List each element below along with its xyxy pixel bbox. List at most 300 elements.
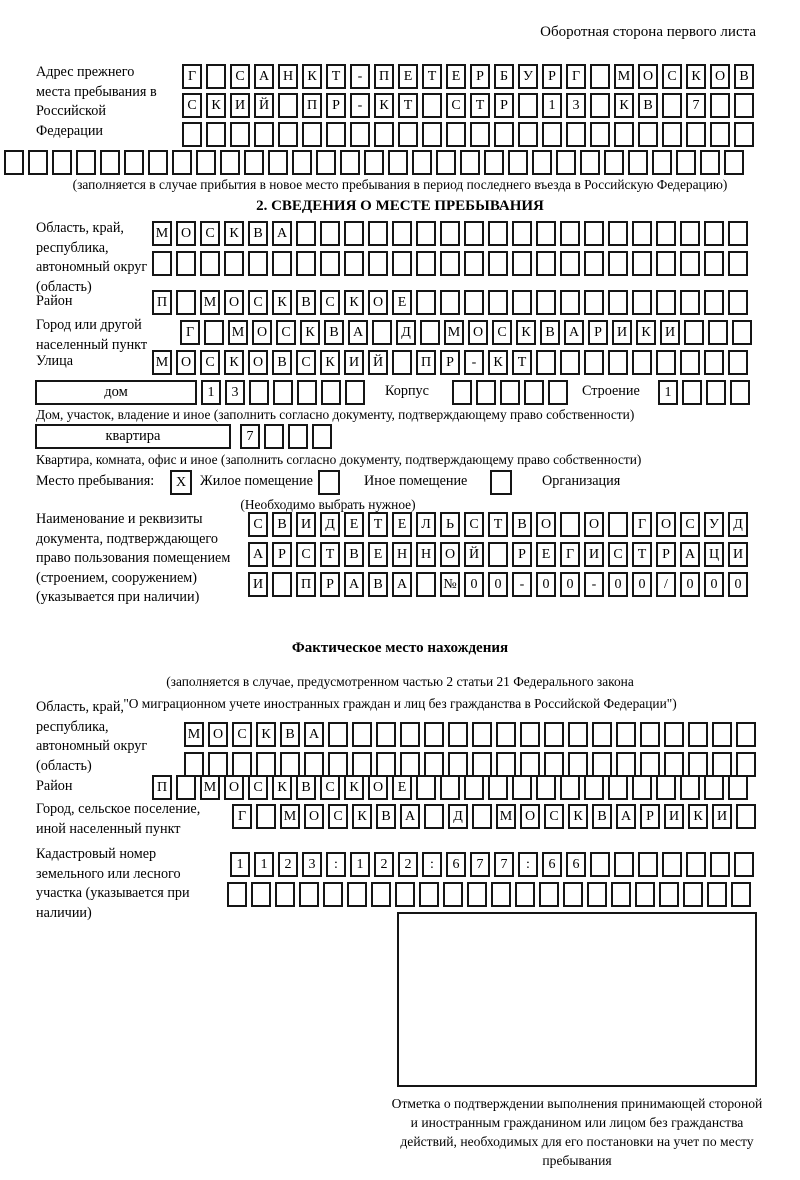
char-cell[interactable]: Т — [398, 93, 418, 118]
char-cell[interactable]: 6 — [542, 852, 562, 877]
char-cell[interactable] — [556, 150, 576, 175]
char-cell[interactable]: Й — [368, 350, 388, 375]
char-cell[interactable]: № — [440, 572, 460, 597]
char-cell[interactable]: А — [392, 572, 412, 597]
char-cell[interactable]: С — [328, 804, 348, 829]
char-cell[interactable] — [52, 150, 72, 175]
char-cell[interactable] — [736, 804, 756, 829]
char-cell[interactable] — [656, 221, 676, 246]
char-cell[interactable]: Й — [464, 542, 484, 567]
char-cell[interactable] — [700, 150, 720, 175]
char-cell[interactable] — [297, 380, 317, 405]
char-cell[interactable] — [662, 93, 682, 118]
char-cell[interactable] — [604, 150, 624, 175]
char-cell[interactable]: В — [296, 290, 316, 315]
char-cell[interactable] — [524, 380, 544, 405]
char-cell[interactable]: Г — [182, 64, 202, 89]
char-cell[interactable]: 7 — [494, 852, 514, 877]
char-cell[interactable] — [608, 221, 628, 246]
char-cell[interactable] — [632, 350, 652, 375]
char-cell[interactable] — [4, 150, 24, 175]
char-cell[interactable] — [608, 350, 628, 375]
char-cell[interactable] — [728, 221, 748, 246]
char-cell[interactable]: О — [440, 542, 460, 567]
char-cell[interactable] — [416, 290, 436, 315]
char-cell[interactable]: М — [228, 320, 248, 345]
char-cell[interactable]: А — [254, 64, 274, 89]
char-cell[interactable] — [372, 320, 392, 345]
char-cell[interactable] — [206, 64, 226, 89]
char-cell[interactable]: С — [230, 64, 250, 89]
char-cell[interactable] — [326, 122, 346, 147]
char-cell[interactable] — [590, 64, 610, 89]
char-cell[interactable] — [419, 882, 439, 907]
char-cell[interactable]: О — [656, 512, 676, 537]
char-cell[interactable]: В — [734, 64, 754, 89]
char-cell[interactable] — [706, 380, 726, 405]
checkbox-residential[interactable] — [170, 470, 192, 495]
char-cell[interactable] — [560, 775, 580, 800]
char-cell[interactable]: М — [496, 804, 516, 829]
char-cell[interactable]: Т — [632, 542, 652, 567]
char-cell[interactable] — [422, 122, 442, 147]
char-cell[interactable] — [616, 722, 636, 747]
char-cell[interactable] — [464, 251, 484, 276]
char-cell[interactable]: О — [710, 64, 730, 89]
char-cell[interactable] — [496, 722, 516, 747]
char-cell[interactable] — [184, 752, 204, 777]
char-cell[interactable] — [422, 93, 442, 118]
char-cell[interactable]: С — [296, 350, 316, 375]
char-cell[interactable] — [467, 882, 487, 907]
char-cell[interactable] — [728, 775, 748, 800]
char-cell[interactable]: 1 — [658, 380, 678, 405]
char-cell[interactable]: С — [320, 290, 340, 315]
char-cell[interactable]: Б — [494, 64, 514, 89]
char-cell[interactable] — [172, 150, 192, 175]
house-type-box[interactable]: дом — [35, 380, 197, 405]
char-cell[interactable]: У — [518, 64, 538, 89]
char-cell[interactable] — [28, 150, 48, 175]
char-cell[interactable] — [392, 251, 412, 276]
char-cell[interactable] — [560, 251, 580, 276]
char-cell[interactable] — [560, 221, 580, 246]
char-cell[interactable] — [520, 722, 540, 747]
char-cell[interactable] — [536, 251, 556, 276]
char-cell[interactable] — [488, 290, 508, 315]
char-cell[interactable]: К — [224, 350, 244, 375]
char-cell[interactable] — [544, 752, 564, 777]
char-cell[interactable] — [664, 752, 684, 777]
char-cell[interactable]: О — [536, 512, 556, 537]
char-cell[interactable] — [224, 251, 244, 276]
char-cell[interactable] — [196, 150, 216, 175]
char-cell[interactable]: С — [608, 542, 628, 567]
char-cell[interactable]: П — [302, 93, 322, 118]
char-cell[interactable]: А — [564, 320, 584, 345]
char-cell[interactable]: О — [224, 290, 244, 315]
char-cell[interactable] — [682, 380, 702, 405]
char-cell[interactable]: 1 — [230, 852, 250, 877]
char-cell[interactable] — [364, 150, 384, 175]
char-cell[interactable]: К — [300, 320, 320, 345]
char-cell[interactable]: В — [280, 722, 300, 747]
char-cell[interactable] — [640, 722, 660, 747]
char-cell[interactable] — [464, 221, 484, 246]
char-cell[interactable] — [704, 221, 724, 246]
char-cell[interactable] — [632, 221, 652, 246]
char-cell[interactable]: С — [680, 512, 700, 537]
char-cell[interactable]: В — [368, 572, 388, 597]
char-cell[interactable]: 6 — [566, 852, 586, 877]
char-cell[interactable] — [256, 752, 276, 777]
char-cell[interactable] — [152, 251, 172, 276]
char-cell[interactable] — [472, 804, 492, 829]
char-cell[interactable]: К — [224, 221, 244, 246]
char-cell[interactable]: 6 — [446, 852, 466, 877]
char-cell[interactable]: К — [352, 804, 372, 829]
char-cell[interactable]: А — [348, 320, 368, 345]
char-cell[interactable] — [707, 882, 727, 907]
char-cell[interactable]: 1 — [350, 852, 370, 877]
char-cell[interactable]: 3 — [566, 93, 586, 118]
char-cell[interactable]: Р — [588, 320, 608, 345]
char-cell[interactable] — [640, 752, 660, 777]
char-cell[interactable]: 0 — [560, 572, 580, 597]
char-cell[interactable] — [424, 722, 444, 747]
char-cell[interactable]: В — [638, 93, 658, 118]
char-cell[interactable]: - — [512, 572, 532, 597]
char-cell[interactable] — [728, 350, 748, 375]
char-cell[interactable] — [227, 882, 247, 907]
char-cell[interactable] — [548, 380, 568, 405]
char-cell[interactable] — [664, 722, 684, 747]
char-cell[interactable]: П — [296, 572, 316, 597]
char-cell[interactable] — [340, 150, 360, 175]
char-cell[interactable] — [352, 722, 372, 747]
char-cell[interactable] — [472, 722, 492, 747]
char-cell[interactable]: С — [464, 512, 484, 537]
char-cell[interactable] — [470, 122, 490, 147]
char-cell[interactable] — [376, 722, 396, 747]
char-cell[interactable] — [683, 882, 703, 907]
char-cell[interactable]: О — [468, 320, 488, 345]
char-cell[interactable] — [208, 752, 228, 777]
char-cell[interactable]: - — [464, 350, 484, 375]
char-cell[interactable]: К — [636, 320, 656, 345]
char-cell[interactable] — [304, 752, 324, 777]
char-cell[interactable] — [704, 290, 724, 315]
char-cell[interactable]: И — [612, 320, 632, 345]
char-cell[interactable] — [560, 290, 580, 315]
char-cell[interactable]: Г — [560, 542, 580, 567]
char-cell[interactable] — [254, 122, 274, 147]
char-cell[interactable]: И — [344, 350, 364, 375]
char-cell[interactable]: Е — [392, 512, 412, 537]
char-cell[interactable] — [176, 775, 196, 800]
char-cell[interactable]: И — [230, 93, 250, 118]
char-cell[interactable]: С — [182, 93, 202, 118]
char-cell[interactable] — [500, 380, 520, 405]
char-cell[interactable]: А — [272, 221, 292, 246]
char-cell[interactable] — [656, 775, 676, 800]
char-cell[interactable]: / — [656, 572, 676, 597]
char-cell[interactable]: П — [374, 64, 394, 89]
char-cell[interactable]: Т — [512, 350, 532, 375]
char-cell[interactable]: 1 — [201, 380, 221, 405]
char-cell[interactable] — [728, 251, 748, 276]
char-cell[interactable]: С — [492, 320, 512, 345]
char-cell[interactable] — [652, 150, 672, 175]
char-cell[interactable] — [344, 251, 364, 276]
char-cell[interactable] — [614, 852, 634, 877]
char-cell[interactable]: К — [374, 93, 394, 118]
char-cell[interactable] — [590, 93, 610, 118]
char-cell[interactable]: Р — [542, 64, 562, 89]
char-cell[interactable] — [542, 122, 562, 147]
char-cell[interactable] — [628, 150, 648, 175]
char-cell[interactable] — [296, 221, 316, 246]
char-cell[interactable]: О — [208, 722, 228, 747]
char-cell[interactable] — [608, 775, 628, 800]
char-cell[interactable] — [491, 882, 511, 907]
char-cell[interactable]: О — [252, 320, 272, 345]
char-cell[interactable] — [100, 150, 120, 175]
char-cell[interactable] — [275, 882, 295, 907]
char-cell[interactable]: С — [320, 775, 340, 800]
char-cell[interactable] — [392, 350, 412, 375]
char-cell[interactable] — [368, 251, 388, 276]
char-cell[interactable] — [592, 722, 612, 747]
char-cell[interactable] — [320, 251, 340, 276]
char-cell[interactable]: Д — [396, 320, 416, 345]
char-cell[interactable] — [424, 804, 444, 829]
char-cell[interactable] — [680, 221, 700, 246]
char-cell[interactable]: : — [518, 852, 538, 877]
char-cell[interactable]: С — [248, 775, 268, 800]
char-cell[interactable]: Е — [446, 64, 466, 89]
char-cell[interactable]: Т — [422, 64, 442, 89]
char-cell[interactable] — [345, 380, 365, 405]
char-cell[interactable] — [728, 290, 748, 315]
char-cell[interactable]: В — [296, 775, 316, 800]
char-cell[interactable] — [659, 882, 679, 907]
char-cell[interactable]: И — [584, 542, 604, 567]
char-cell[interactable] — [520, 752, 540, 777]
char-cell[interactable] — [76, 150, 96, 175]
char-cell[interactable] — [206, 122, 226, 147]
char-cell[interactable] — [460, 150, 480, 175]
char-cell[interactable]: Н — [416, 542, 436, 567]
char-cell[interactable]: 2 — [398, 852, 418, 877]
char-cell[interactable] — [464, 290, 484, 315]
char-cell[interactable] — [712, 752, 732, 777]
char-cell[interactable] — [416, 221, 436, 246]
char-cell[interactable] — [352, 752, 372, 777]
char-cell[interactable]: И — [664, 804, 684, 829]
char-cell[interactable] — [568, 752, 588, 777]
char-cell[interactable]: А — [248, 542, 268, 567]
char-cell[interactable] — [443, 882, 463, 907]
char-cell[interactable] — [704, 350, 724, 375]
char-cell[interactable]: - — [350, 64, 370, 89]
char-cell[interactable]: И — [712, 804, 732, 829]
char-cell[interactable] — [148, 150, 168, 175]
char-cell[interactable] — [584, 775, 604, 800]
char-cell[interactable] — [662, 852, 682, 877]
char-cell[interactable] — [736, 752, 756, 777]
char-cell[interactable] — [680, 290, 700, 315]
char-cell[interactable] — [323, 882, 343, 907]
char-cell[interactable] — [176, 290, 196, 315]
char-cell[interactable]: : — [326, 852, 346, 877]
char-cell[interactable]: Л — [416, 512, 436, 537]
char-cell[interactable] — [688, 752, 708, 777]
char-cell[interactable]: О — [520, 804, 540, 829]
char-cell[interactable] — [182, 122, 202, 147]
char-cell[interactable] — [539, 882, 559, 907]
char-cell[interactable] — [292, 150, 312, 175]
char-cell[interactable]: В — [272, 512, 292, 537]
char-cell[interactable] — [347, 882, 367, 907]
char-cell[interactable] — [736, 722, 756, 747]
char-cell[interactable] — [592, 752, 612, 777]
char-cell[interactable] — [488, 775, 508, 800]
char-cell[interactable] — [273, 380, 293, 405]
char-cell[interactable]: В — [376, 804, 396, 829]
char-cell[interactable] — [608, 290, 628, 315]
char-cell[interactable]: Р — [440, 350, 460, 375]
char-cell[interactable] — [712, 722, 732, 747]
char-cell[interactable]: Е — [344, 512, 364, 537]
char-cell[interactable]: С — [662, 64, 682, 89]
char-cell[interactable]: С — [446, 93, 466, 118]
char-cell[interactable]: 7 — [470, 852, 490, 877]
char-cell[interactable] — [734, 852, 754, 877]
char-cell[interactable] — [734, 122, 754, 147]
char-cell[interactable]: А — [344, 572, 364, 597]
char-cell[interactable] — [388, 150, 408, 175]
char-cell[interactable] — [440, 290, 460, 315]
char-cell[interactable] — [472, 752, 492, 777]
char-cell[interactable]: С — [200, 221, 220, 246]
char-cell[interactable]: 0 — [488, 572, 508, 597]
char-cell[interactable] — [536, 775, 556, 800]
char-cell[interactable] — [200, 251, 220, 276]
char-cell[interactable] — [590, 852, 610, 877]
char-cell[interactable] — [416, 251, 436, 276]
char-cell[interactable]: М — [200, 290, 220, 315]
char-cell[interactable] — [512, 221, 532, 246]
char-cell[interactable]: О — [584, 512, 604, 537]
char-cell[interactable]: Й — [254, 93, 274, 118]
char-cell[interactable]: 7 — [240, 424, 260, 449]
char-cell[interactable]: 1 — [542, 93, 562, 118]
char-cell[interactable]: Е — [392, 775, 412, 800]
char-cell[interactable] — [448, 722, 468, 747]
char-cell[interactable]: К — [256, 722, 276, 747]
char-cell[interactable] — [488, 251, 508, 276]
char-cell[interactable]: В — [512, 512, 532, 537]
char-cell[interactable]: В — [248, 221, 268, 246]
char-cell[interactable] — [710, 122, 730, 147]
char-cell[interactable]: 0 — [608, 572, 628, 597]
char-cell[interactable]: 1 — [254, 852, 274, 877]
char-cell[interactable] — [244, 150, 264, 175]
char-cell[interactable]: 7 — [686, 93, 706, 118]
char-cell[interactable]: С — [544, 804, 564, 829]
char-cell[interactable]: Р — [326, 93, 346, 118]
char-cell[interactable] — [440, 221, 460, 246]
char-cell[interactable]: 2 — [374, 852, 394, 877]
char-cell[interactable] — [731, 882, 751, 907]
char-cell[interactable]: Г — [566, 64, 586, 89]
char-cell[interactable]: 3 — [225, 380, 245, 405]
char-cell[interactable] — [412, 150, 432, 175]
char-cell[interactable]: О — [368, 775, 388, 800]
char-cell[interactable] — [452, 380, 472, 405]
char-cell[interactable]: К — [488, 350, 508, 375]
char-cell[interactable] — [484, 150, 504, 175]
char-cell[interactable] — [566, 122, 586, 147]
apartment-type-box[interactable]: квартира — [35, 424, 231, 449]
char-cell[interactable] — [256, 804, 276, 829]
char-cell[interactable] — [684, 320, 704, 345]
char-cell[interactable] — [635, 882, 655, 907]
char-cell[interactable]: Р — [656, 542, 676, 567]
char-cell[interactable]: К — [206, 93, 226, 118]
char-cell[interactable]: К — [272, 290, 292, 315]
char-cell[interactable] — [328, 722, 348, 747]
char-cell[interactable]: С — [232, 722, 252, 747]
char-cell[interactable] — [656, 350, 676, 375]
char-cell[interactable] — [680, 350, 700, 375]
char-cell[interactable]: К — [568, 804, 588, 829]
char-cell[interactable] — [656, 251, 676, 276]
char-cell[interactable] — [584, 290, 604, 315]
char-cell[interactable]: А — [400, 804, 420, 829]
char-cell[interactable] — [248, 251, 268, 276]
char-cell[interactable] — [686, 852, 706, 877]
char-cell[interactable]: Ц — [704, 542, 724, 567]
checkbox-organization[interactable] — [490, 470, 512, 495]
char-cell[interactable] — [515, 882, 535, 907]
char-cell[interactable] — [584, 221, 604, 246]
char-cell[interactable] — [638, 852, 658, 877]
char-cell[interactable]: Е — [398, 64, 418, 89]
char-cell[interactable] — [676, 150, 696, 175]
char-cell[interactable]: 2 — [278, 852, 298, 877]
char-cell[interactable] — [662, 122, 682, 147]
char-cell[interactable]: К — [686, 64, 706, 89]
char-cell[interactable] — [395, 882, 415, 907]
char-cell[interactable] — [288, 424, 308, 449]
char-cell[interactable]: П — [152, 290, 172, 315]
char-cell[interactable]: М — [200, 775, 220, 800]
char-cell[interactable]: Т — [488, 512, 508, 537]
char-cell[interactable]: О — [176, 221, 196, 246]
char-cell[interactable] — [587, 882, 607, 907]
char-cell[interactable]: Е — [368, 542, 388, 567]
char-cell[interactable] — [400, 752, 420, 777]
char-cell[interactable]: А — [304, 722, 324, 747]
char-cell[interactable] — [400, 722, 420, 747]
char-cell[interactable] — [420, 320, 440, 345]
char-cell[interactable]: Г — [632, 512, 652, 537]
char-cell[interactable]: С — [296, 542, 316, 567]
char-cell[interactable]: Р — [320, 572, 340, 597]
char-cell[interactable]: А — [616, 804, 636, 829]
